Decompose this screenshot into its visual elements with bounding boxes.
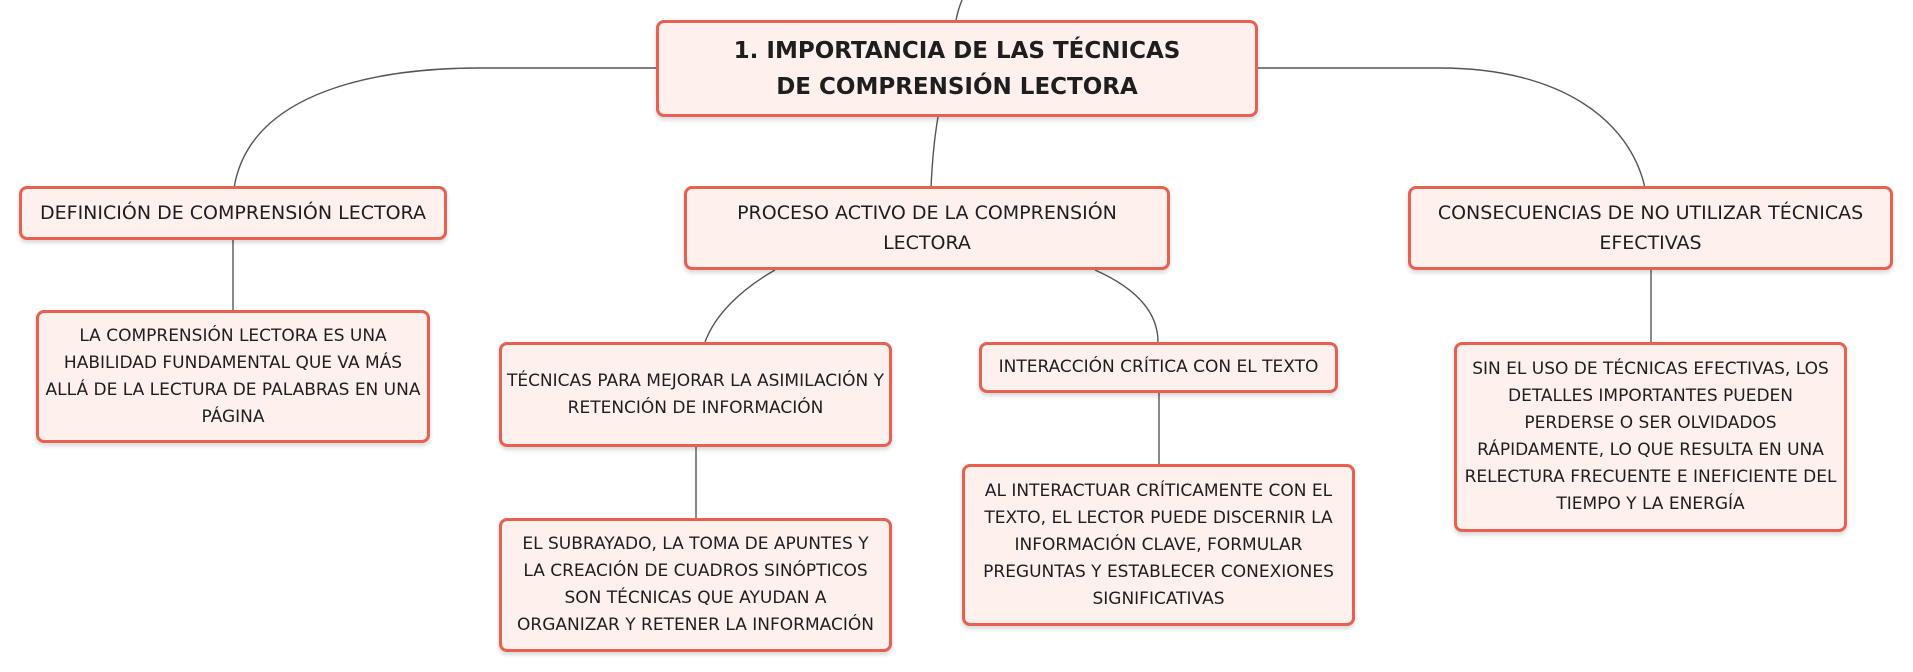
- consecuencias-detalle-node[interactable]: [1454, 342, 1847, 532]
- connector-proceso-interaccion: [1095, 270, 1158, 342]
- tecnicas-label: TÉCNICAS PARA MEJORAR LA ASIMILACIÓN Y RETENCIÓN DE INFORMACIÓN: [506, 370, 885, 418]
- consecuencias-node[interactable]: [1408, 186, 1893, 270]
- tecnicas-node[interactable]: [499, 342, 892, 447]
- connector-root-consecuencias: [1257, 68, 1645, 188]
- interaccion-detalle-label: AL INTERACTUAR CRÍTICAMENTE CON EL TEXTO, EL LECTOR PUEDE DISCERNIR LA INFORMACIÓN CLAVE, FORMULAR PREGUNTAS Y ESTABLECER CONEXIONES SIGNIFICATIVAS: [983, 480, 1334, 609]
- proceso-label: PROCESO ACTIVO DE LA COMPRENSIÓN LECTORA: [737, 202, 1117, 254]
- connector-proceso-tecnicas: [705, 270, 775, 342]
- tecnicas-detalle-node[interactable]: [499, 518, 892, 652]
- proceso-node[interactable]: [684, 186, 1170, 270]
- definicion-label: DEFINICIÓN DE COMPRENSIÓN LECTORA: [40, 202, 426, 224]
- definicion-node[interactable]: [19, 186, 447, 240]
- tecnicas-detalle-label: EL SUBRAYADO, LA TOMA DE APUNTES Y LA CREACIÓN DE CUADROS SINÓPTICOS SON TÉCNICAS QUE AYUDAN A ORGANIZAR Y RETENER LA INFORMACIÓN: [517, 534, 874, 635]
- connector-root-parent: [956, 0, 962, 20]
- connector-root-definicion: [234, 68, 656, 188]
- definicion-detalle-node[interactable]: [36, 310, 430, 443]
- connector-root-proceso: [931, 117, 938, 188]
- interaccion-detalle-node[interactable]: [962, 464, 1355, 626]
- definicion-detalle-label: LA COMPRENSIÓN LECTORA ES UNA HABILIDAD FUNDAMENTAL QUE VA MÁS ALLÁ DE LA LECTURA DE PALABRAS EN UNA PÁGINA: [45, 325, 421, 427]
- interaccion-node[interactable]: [979, 342, 1338, 393]
- consecuencias-label: CONSECUENCIAS DE NO UTILIZAR TÉCNICAS EFECTIVAS: [1437, 202, 1864, 254]
- consecuencias-detalle-label: SIN EL USO DE TÉCNICAS EFECTIVAS, LOS DETALLES IMPORTANTES PUEDEN PERDERSE O SER OLVIDADOS RÁPIDAMENTE, LO QUE RESULTA EN UNA RELECTURA FRECUENTE E INEFICIENTE DEL TIEMPO Y LA ENERGÍA: [1464, 359, 1837, 514]
- root-topic-node[interactable]: [656, 20, 1258, 117]
- root-topic-label: 1. IMPORTANCIA DE LAS TÉCNICAS DE COMPRENSIÓN LECTORA: [733, 37, 1181, 100]
- interaccion-label: INTERACCIÓN CRÍTICA CON EL TEXTO: [998, 357, 1319, 377]
